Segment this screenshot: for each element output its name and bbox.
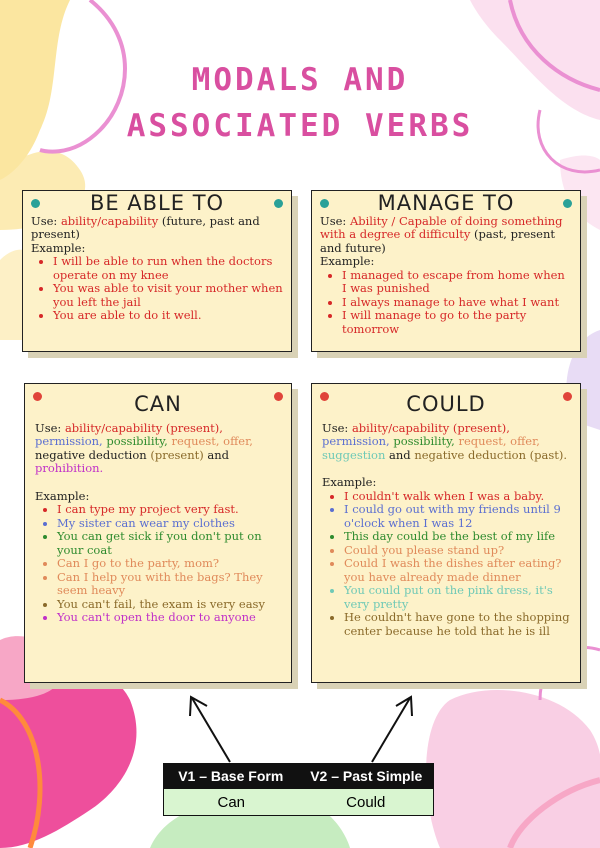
- card-be-able-to: [22, 190, 292, 352]
- use-text: [35, 422, 281, 476]
- use-present: (present): [150, 447, 204, 462]
- use-label: Use:: [322, 420, 349, 435]
- column-header: V2 – Past Simple: [310, 768, 423, 784]
- red-pin-icon: [320, 392, 329, 401]
- use-and: and: [207, 447, 230, 462]
- list-item: • He couldn't have gone to the shopping center because he told that he is ill: [344, 611, 570, 638]
- list-item: • You could put on the pink dress, it's very pretty: [344, 584, 570, 611]
- list-item: • Can I help you with the bags? They seem heavy: [57, 571, 281, 598]
- teal-pin-icon: [563, 199, 572, 208]
- use-text: [322, 422, 570, 463]
- list-item: • Could I wash the dishes after eating? you have already made dinner: [344, 557, 570, 584]
- use-and: and: [389, 447, 411, 462]
- list-item: • I can type my project very fast.: [57, 503, 281, 517]
- use-permission: permission,: [35, 434, 103, 448]
- table-header: [163, 763, 434, 789]
- list-item: • You can't open the door to anyone: [57, 611, 281, 625]
- list-item: • This day could be the best of my life: [344, 530, 570, 544]
- list-item: • I will manage to go to the party tomorrow: [342, 309, 572, 336]
- page-title-line-1: MODALS AND: [191, 62, 409, 98]
- red-pin-icon: [563, 392, 572, 401]
- table-row: [163, 789, 434, 816]
- card-could: [311, 383, 581, 683]
- card-heading: COULD: [406, 392, 486, 416]
- red-pin-icon: [33, 392, 42, 401]
- use-suggestion: suggestion: [322, 447, 386, 462]
- list-item: • You can get sick if you don't put on your coat: [57, 530, 281, 557]
- list-item: • I could go out with my friends until 9 o'clock when I was 12: [344, 503, 570, 530]
- example-list: [322, 490, 570, 639]
- use-ability: ability/capability (present),: [351, 420, 510, 435]
- column-header: V1 – Base Form: [178, 768, 284, 784]
- teal-pin-icon: [31, 199, 40, 208]
- list-item: • You was able to visit your mother when you left the jail: [53, 282, 283, 309]
- use-label: Use:: [35, 420, 62, 435]
- use-rest: (future, past and present): [31, 213, 260, 241]
- use-text: [31, 215, 283, 242]
- card-can: [24, 383, 292, 683]
- use-highlight: ability/capability: [60, 213, 159, 228]
- use-rest: (past, present and future): [320, 227, 555, 255]
- example-label: Example:: [31, 240, 86, 255]
- red-pin-icon: [274, 392, 283, 401]
- list-item: • I managed to escape from home when I was punished: [342, 269, 572, 296]
- card-heading: BE ABLE TO: [89, 191, 225, 215]
- list-item: • My sister can wear my clothes: [57, 517, 281, 531]
- use-prohibition: prohibition.: [35, 461, 104, 475]
- list-item: • I couldn't walk when I was a baby.: [344, 490, 570, 504]
- use-offer: offer,: [510, 434, 540, 448]
- verb-forms-table: [163, 763, 434, 816]
- use-label: Use:: [31, 213, 58, 228]
- use-permission: permission,: [322, 434, 390, 448]
- example-label: Example:: [322, 475, 377, 489]
- table-cell: Could: [346, 793, 386, 811]
- use-request: request,: [458, 434, 507, 448]
- use-negative: negative deduction (past).: [414, 447, 568, 462]
- example-list: [320, 269, 572, 337]
- list-item: • I will be able to run when the doctors operate on my knee: [53, 255, 283, 282]
- list-item: • Could you please stand up?: [344, 544, 570, 558]
- card-manage-to: [311, 190, 581, 352]
- card-heading: CAN: [134, 392, 182, 416]
- teal-pin-icon: [274, 199, 283, 208]
- use-offer: offer,: [223, 434, 253, 448]
- page-title-line-2: ASSOCIATED VERBS: [126, 108, 474, 144]
- use-ability: ability/capability (present),: [64, 420, 223, 435]
- example-label: Example:: [320, 254, 375, 268]
- use-highlight: Ability / Capable of doing something with a degree of difficulty: [320, 213, 563, 241]
- list-item: • Can I go to the party, mom?: [57, 557, 281, 571]
- example-list: [35, 503, 281, 625]
- list-item: • You are able to do it well.: [53, 309, 283, 323]
- card-heading: MANAGE TO: [377, 191, 515, 215]
- use-possibility: possibility,: [106, 434, 168, 448]
- use-negative: negative deduction: [35, 447, 147, 462]
- use-text: [320, 215, 572, 256]
- list-item: • You can't fail, the exam is very easy: [57, 598, 281, 612]
- teal-pin-icon: [320, 199, 329, 208]
- use-request: request,: [171, 434, 220, 448]
- use-label: Use:: [320, 213, 347, 228]
- example-label: Example:: [35, 488, 90, 503]
- example-list: [31, 255, 283, 323]
- list-item: • I always manage to have what I want: [342, 296, 572, 310]
- table-cell: Can: [217, 793, 246, 811]
- use-possibility: possibility,: [393, 434, 455, 448]
